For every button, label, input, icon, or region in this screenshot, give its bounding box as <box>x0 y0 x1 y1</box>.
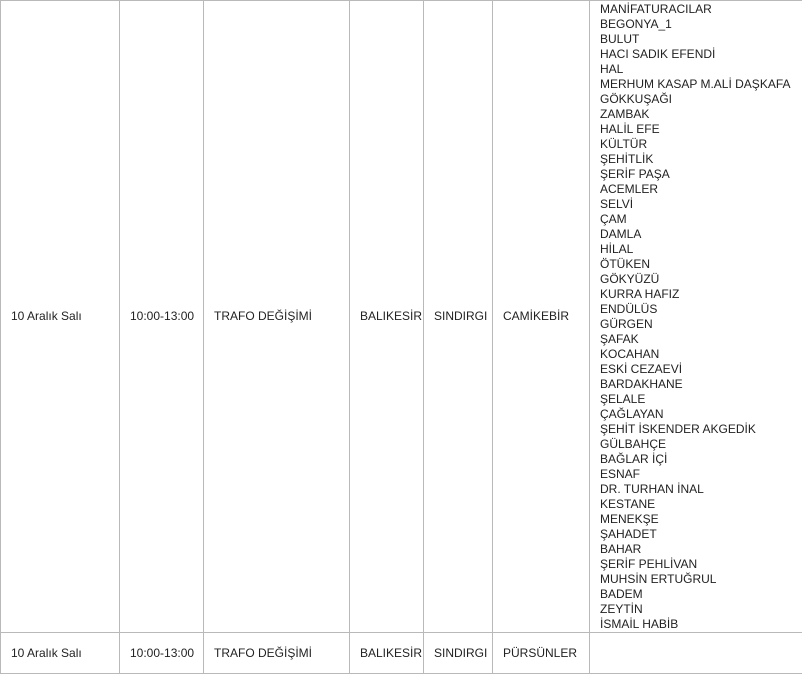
street-item: GÖKKUŞAĞI <box>600 92 795 107</box>
city-cell: BALIKESİR <box>350 633 424 674</box>
city-cell: BALIKESİR <box>350 1 424 633</box>
street-item: GÖKYÜZÜ <box>600 272 795 287</box>
street-item: ÇAĞLAYAN <box>600 407 795 422</box>
street-item: MERHUM KASAP M.ALİ DAŞKAFA <box>600 77 795 92</box>
street-item: ŞERİF PEHLİVAN <box>600 557 795 572</box>
street-item: ŞAFAK <box>600 332 795 347</box>
street-item: HALİL EFE <box>600 122 795 137</box>
street-item: KOCAHAN <box>600 347 795 362</box>
street-item: DAMLA <box>600 227 795 242</box>
district-cell: SINDIRGI <box>424 633 493 674</box>
street-item: SELVİ <box>600 197 795 212</box>
date-cell: 10 Aralık Salı <box>1 633 120 674</box>
street-item: ŞAHADET <box>600 527 795 542</box>
street-item: BAĞLAR İÇİ <box>600 452 795 467</box>
street-item: BEGONYA_1 <box>600 17 795 32</box>
street-list <box>600 2 795 632</box>
street-item: MANİFATURACILAR <box>600 2 795 17</box>
street-item: ŞERİF PAŞA <box>600 167 795 182</box>
time-cell: 10:00-13:00 <box>120 633 204 674</box>
street-item: ESKİ CEZAEVİ <box>600 362 795 377</box>
street-item: ÖTÜKEN <box>600 257 795 272</box>
time-cell: 10:00-13:00 <box>120 1 204 633</box>
street-item: ÇAM <box>600 212 795 227</box>
street-item: BARDAKHANE <box>600 377 795 392</box>
street-item: HAL <box>600 62 795 77</box>
street-item: GÜLBAHÇE <box>600 437 795 452</box>
street-item: GÜRGEN <box>600 317 795 332</box>
street-item: HİLAL <box>600 242 795 257</box>
street-item: KURRA HAFIZ <box>600 287 795 302</box>
street-item: MUHSİN ERTUĞRUL <box>600 572 795 587</box>
street-item: ENDÜLÜS <box>600 302 795 317</box>
street-item: ŞEHİTLİK <box>600 152 795 167</box>
date-cell: 10 Aralık Salı <box>1 1 120 633</box>
streets-cell <box>590 1 802 633</box>
street-item: BAHAR <box>600 542 795 557</box>
street-item: ZEYTİN <box>600 602 795 617</box>
street-item: BULUT <box>600 32 795 47</box>
work-type-cell: TRAFO DEĞİŞİMİ <box>204 1 350 633</box>
table-row <box>1 633 802 674</box>
street-item: ŞELALE <box>600 392 795 407</box>
neighborhood-cell: PÜRSÜNLER <box>493 633 590 674</box>
table-row <box>1 1 802 633</box>
streets-cell <box>590 633 802 674</box>
street-item: MENEKŞE <box>600 512 795 527</box>
street-item: ŞEHİT İSKENDER AKGEDİK <box>600 422 795 437</box>
street-item: ACEMLER <box>600 182 795 197</box>
street-item: HACI SADIK EFENDİ <box>600 47 795 62</box>
street-item: BADEM <box>600 587 795 602</box>
street-item: KÜLTÜR <box>600 137 795 152</box>
work-type-cell: TRAFO DEĞİŞİMİ <box>204 633 350 674</box>
district-cell: SINDIRGI <box>424 1 493 633</box>
street-item: ZAMBAK <box>600 107 795 122</box>
street-item: DR. TURHAN İNAL <box>600 482 795 497</box>
street-item: KESTANE <box>600 497 795 512</box>
street-item: ESNAF <box>600 467 795 482</box>
street-item: İSMAİL HABİB <box>600 617 795 632</box>
neighborhood-cell: CAMİKEBİR <box>493 1 590 633</box>
